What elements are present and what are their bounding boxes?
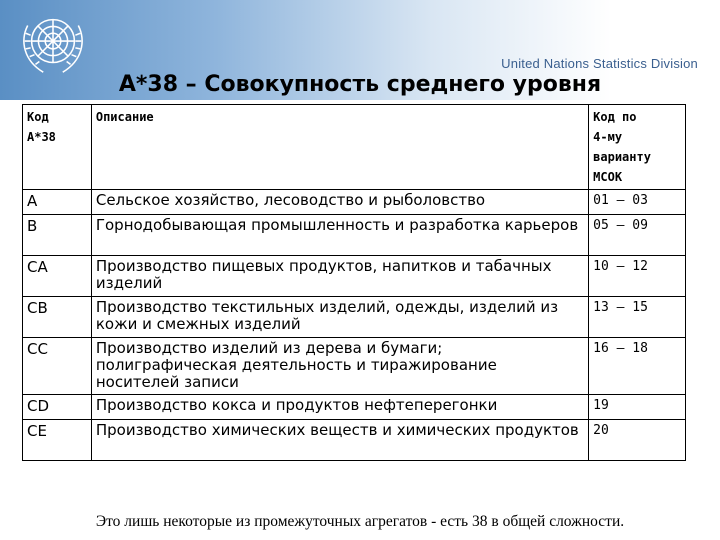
header-line: Описание bbox=[95, 110, 154, 124]
table-row bbox=[23, 256, 686, 297]
header-line: 4-му bbox=[593, 130, 623, 144]
cell-code: CB bbox=[23, 297, 92, 338]
column-header-isic bbox=[589, 105, 686, 190]
table-row bbox=[23, 338, 686, 395]
header-line: A*38 bbox=[27, 130, 56, 144]
header-line: варианту bbox=[593, 150, 651, 164]
cell-isic: 05 – 09 bbox=[589, 215, 686, 256]
cell-description: Горнодобывающая промышленность и разработка карьеров bbox=[91, 215, 588, 256]
cell-isic: 13 – 15 bbox=[589, 297, 686, 338]
cell-description: Производство кокса и продуктов нефтеперегонки bbox=[91, 395, 588, 420]
header-line: Код bbox=[27, 110, 49, 124]
cell-description: Производство изделий из дерева и бумаги; полиграфическая деятельность и тиражирование носителей записи bbox=[91, 338, 588, 395]
table-row bbox=[23, 215, 686, 256]
cell-code: CD bbox=[23, 395, 92, 420]
cell-description: Производство пищевых продуктов, напитков и табачных изделий bbox=[91, 256, 588, 297]
cell-description: Производство текстильных изделий, одежды, изделий из кожи и смежных изделий bbox=[91, 297, 588, 338]
cell-description: Сельское хозяйство, лесоводство и рыболовство bbox=[91, 190, 588, 215]
table-row bbox=[23, 420, 686, 461]
cell-isic: 10 – 12 bbox=[589, 256, 686, 297]
cell-code: A bbox=[23, 190, 92, 215]
cell-code: B bbox=[23, 215, 92, 256]
header-line: Код по bbox=[593, 110, 637, 124]
cell-isic: 16 – 18 bbox=[589, 338, 686, 395]
cell-isic: 20 bbox=[589, 420, 686, 461]
table-row bbox=[23, 395, 686, 420]
un-emblem-icon bbox=[14, 6, 92, 80]
cell-code: CE bbox=[23, 420, 92, 461]
table-header-row bbox=[23, 105, 686, 190]
column-header-code bbox=[23, 105, 92, 190]
column-header-description bbox=[91, 105, 588, 190]
cell-code: CA bbox=[23, 256, 92, 297]
table-row bbox=[23, 297, 686, 338]
cell-isic: 19 bbox=[589, 395, 686, 420]
footer-note: Это лишь некоторые из промежуточных агрегатов - есть 38 в общей сложности. bbox=[95, 513, 625, 530]
page-title: A*38 – Совокупность среднего уровня bbox=[118, 72, 602, 97]
org-name: United Nations Statistics Division bbox=[501, 56, 698, 71]
aggregates-table bbox=[22, 104, 686, 461]
cell-code: CC bbox=[23, 338, 92, 395]
cell-description: Производство химических веществ и химических продуктов bbox=[91, 420, 588, 461]
cell-isic: 01 – 03 bbox=[589, 190, 686, 215]
table-row bbox=[23, 190, 686, 215]
header-line: МСОК bbox=[593, 170, 623, 184]
